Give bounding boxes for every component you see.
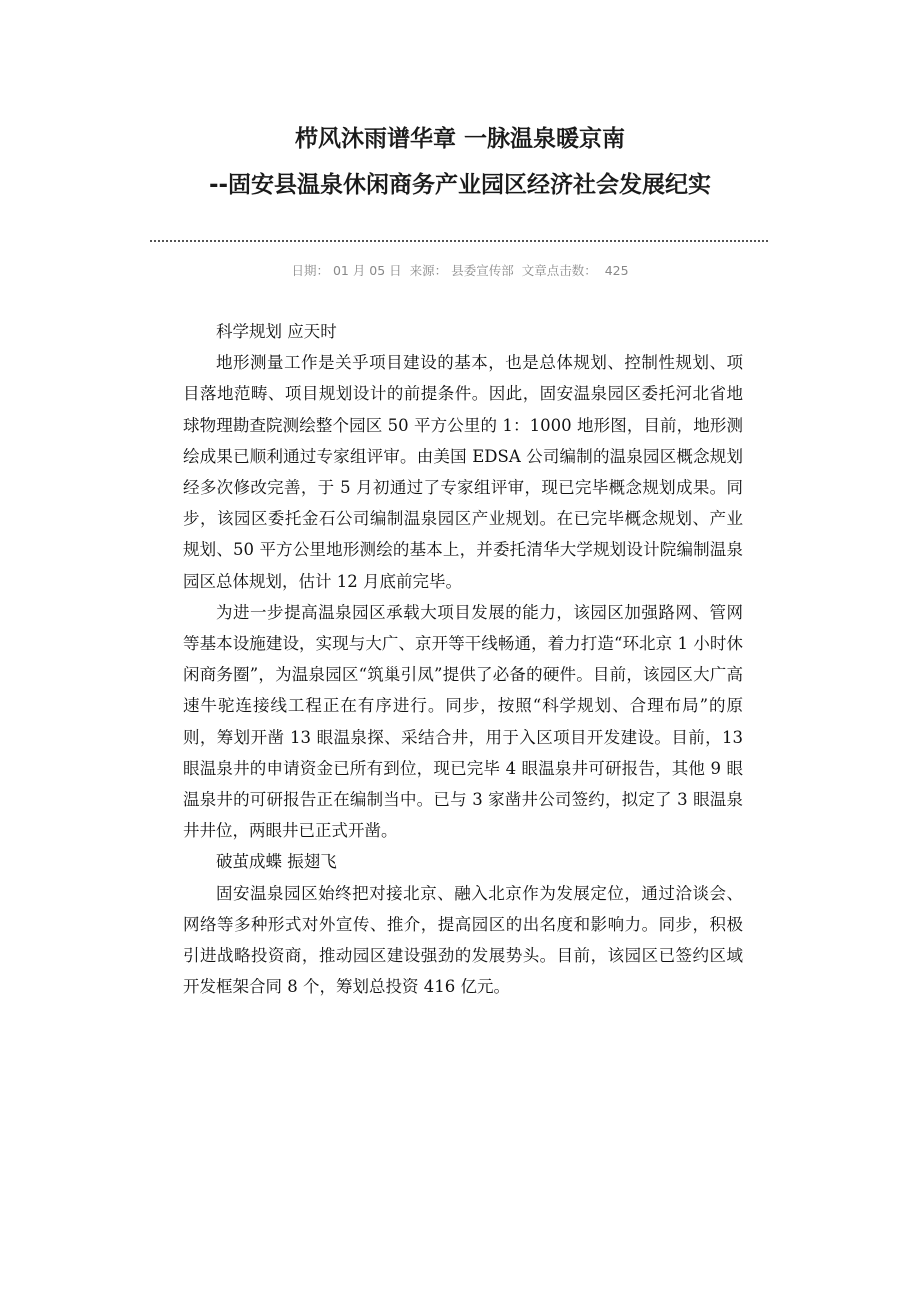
article-meta bbox=[0, 261, 920, 279]
source-label: 来源： bbox=[409, 263, 448, 278]
section-heading: 科学规划 应天时 bbox=[216, 322, 337, 341]
section-heading: 破茧成蝶 振翅飞 bbox=[216, 852, 337, 872]
paragraph: 为进一步提高温泉园区承载大项目发展的能力，该园区加强路网、管网等基本设施建设，实现与大广、京开等干线畅通，着力打造“环北京 1 小时休闲商务圈”，为温泉园区“筑巢引凤”提供了必备的硬件。目前，该园区大广高速牛驼连接线工程正在有序进行。同步，按照“科学规划、合理布局”的原则，筹划开凿 13 眼温泉探、采结合井，用于入区项目开发建设。目前，13 眼温泉井的申请资金已所有到位，现已完毕 4 眼温泉井可研报告，其他 9 眼温泉井的可研报告正在编制当中。已与 3 家凿井公司签约，拟定了 3 眼温泉井井位，两眼井已正式开凿。 bbox=[183, 602, 743, 841]
source-value: 县委宣传部 bbox=[451, 263, 514, 278]
article-title: 栉风沐雨谱华章 一脉温泉暖京南 bbox=[294, 126, 625, 152]
paragraph: 地形测量工作是关乎项目建设的基本，也是总体规划、控制性规划、项目落地范畴、项目规划设计的前提条件。因此，固安温泉园区委托河北省地球物理勘查院测绘整个园区 50 平方公里的 1：1000 地形图，目前，地形测绘成果已顺利通过专家组评审。由美国 EDSA 公司编制的温泉园区概念规划经多次修改完善，于 5 月初通过了专家组评审，现已完毕概念规划成果。同步，该园区委托金石公司编制温泉园区产业规划。在已完毕概念规划、产业规划、50 平方公里地形测绘的基本上，并委托清华大学规划设计院编制温泉园区总体规划，估计 12 月底前完毕。 bbox=[183, 353, 743, 591]
paragraph: 固安温泉园区始终把对接北京、融入北京作为发展定位，通过洽谈会、网络等多种形式对外宣传、推介，提高园区的出名度和影响力。同步，积极引进战略投资商，推动园区建设强劲的发展势头。目前，该园区已签约区域开发框架合同 8 个，筹划总投资 416 亿元。 bbox=[183, 883, 743, 997]
clicks-label: 文章点击数： bbox=[521, 263, 597, 278]
date-label: 日期： bbox=[291, 263, 329, 278]
article-subtitle: --固安县温泉休闲商务产业园区经济社会发展纪实 bbox=[208, 172, 712, 198]
article-title-block bbox=[0, 116, 920, 208]
article-body bbox=[183, 316, 743, 1002]
date-value: 01 月 05 日 bbox=[332, 263, 402, 278]
dotted-divider bbox=[150, 240, 768, 242]
clicks-value: 425 bbox=[604, 263, 629, 278]
